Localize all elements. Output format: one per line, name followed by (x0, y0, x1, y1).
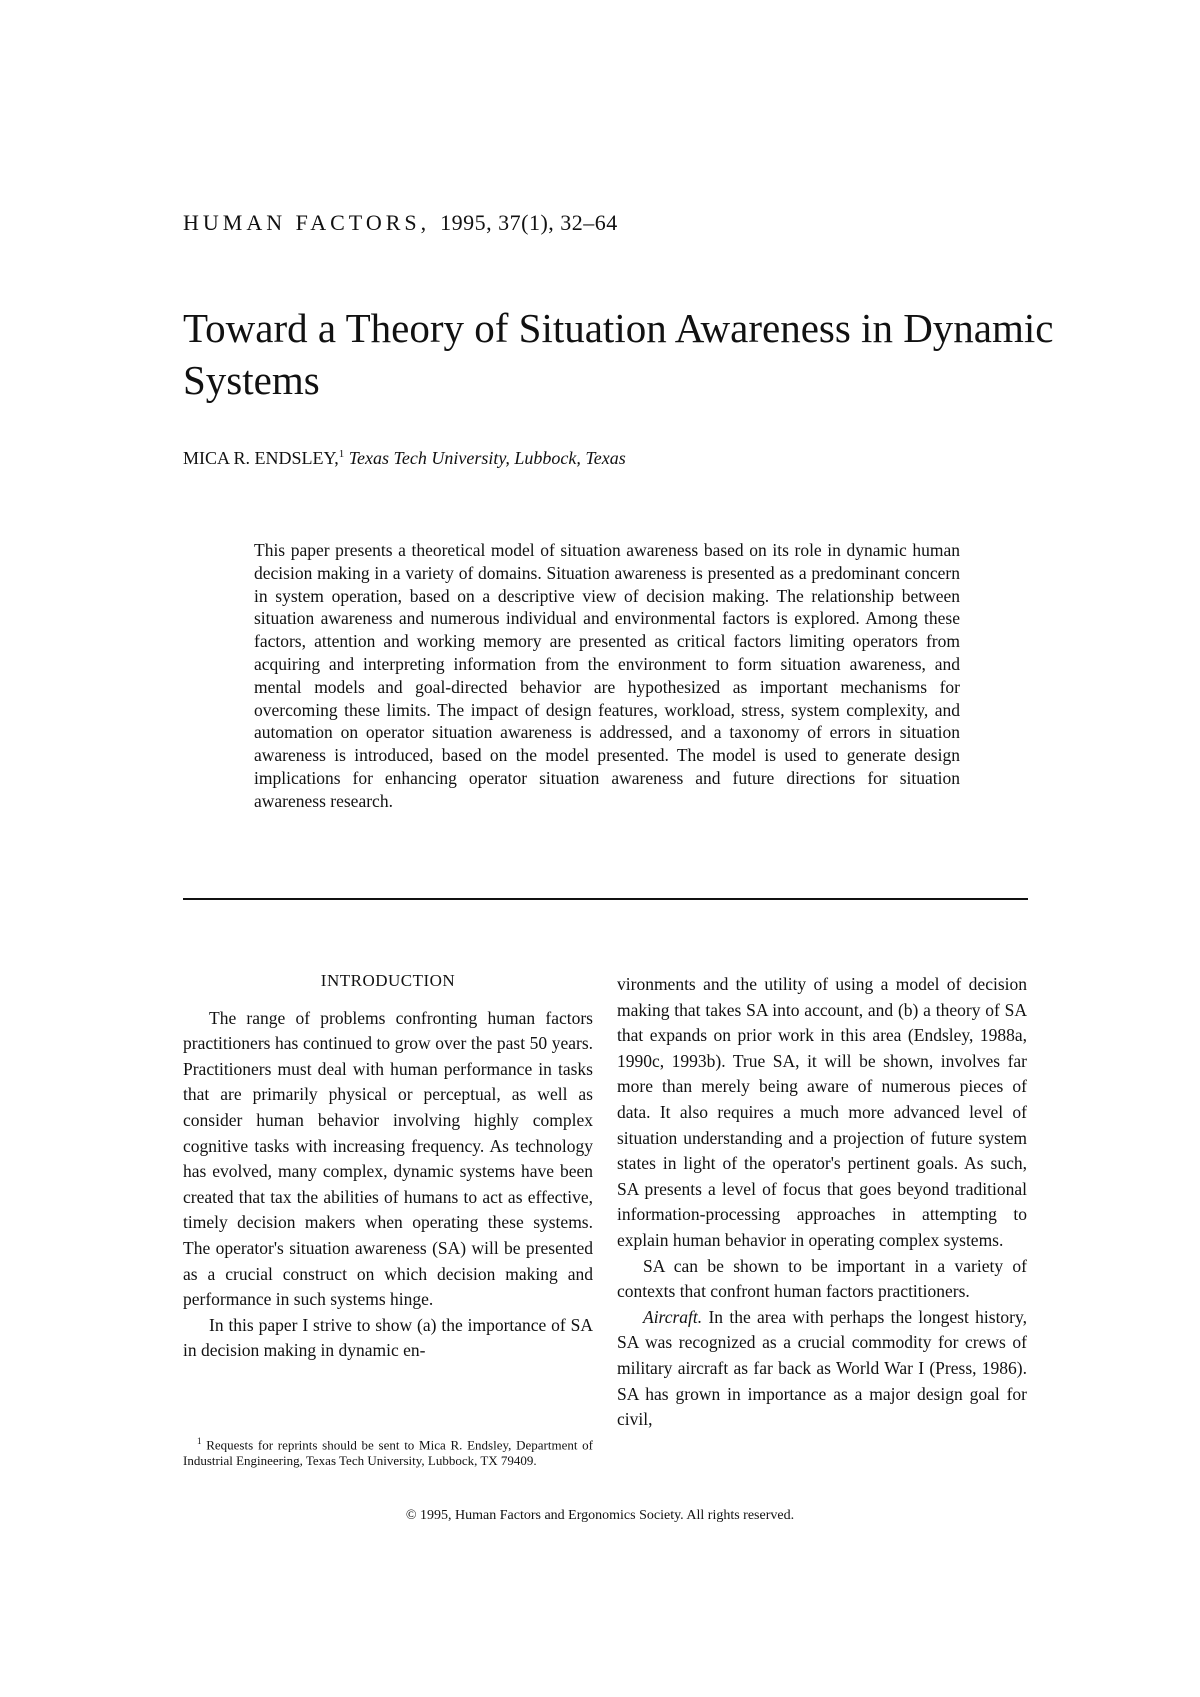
journal-name: HUMAN FACTORS, (183, 210, 431, 235)
author-line (183, 448, 626, 469)
footnote-mark: 1 (197, 1436, 202, 1446)
section-heading-introduction: INTRODUCTION (320, 971, 456, 990)
volume-issue-pages: 1995, 37(1), 32–64 (440, 210, 618, 235)
intro-paragraph-2: In this paper I strive to show (a) the importance of SA in decision making in dynamic en- (183, 1314, 593, 1361)
intro-paragraph-3: SA can be shown to be important in a variety of contexts that confront human factors practitioners. (617, 1255, 1027, 1302)
author-affiliation: Texas Tech University, Lubbock, Texas (348, 448, 626, 468)
footnote-text: Requests for reprints should be sent to Mica R. Endsley, Department of Industrial Engineering, Texas Tech University, Lubbock, TX 79409. (183, 1437, 593, 1468)
author-name: MICA R. ENDSLEY, (183, 448, 339, 468)
left-column (183, 968, 593, 1364)
author-footnote-mark: 1 (338, 448, 345, 460)
aircraft-paragraph-text: In the area with perhaps the longest history, SA was recognized as a crucial commodity for crews of military aircraft as far back as World War I (Press, 1986). SA has grown in importance as a major design goal for civil, (617, 1306, 1028, 1430)
intro-paragraph-continued: vironments and the utility of using a model of decision making that takes SA into account, and (b) a theory of SA that expands on prior work in this area (Endsley, 1988a, 1990c, 1993b). True SA, it will be shown, involves far more than merely being aware of numerous pieces of data. It also requires a much more advanced level of situation understanding and a projection of future system states in light of the operator's pertinent goals. As such, SA presents a level of focus that goes beyond traditional information-processing approaches in attempting to explain human behavior in operating complex systems. (617, 974, 1027, 1250)
journal-citation (183, 210, 618, 236)
right-column (617, 972, 1027, 1433)
intro-paragraph-1: The range of problems confronting human factors practitioners has continued to grow over the past 50 years. Practitioners must deal with human performance in tasks that are primarily physical or perceptual, as well as consider human behavior involving highly complex cognitive tasks with increasing frequency. As technology has evolved, many complex, dynamic systems have been created that tax the abilities of humans to act as effective, timely decision makers when operating these systems. The operator's situation awareness (SA) will be presented as a crucial construct on which decision making and performance in such systems hinge. (183, 1007, 593, 1310)
abstract: This paper presents a theoretical model of situation awareness based on its role in dynamic human decision making in a variety of domains. Situation awareness is presented as a predominant concern in system operation, based on a descriptive view of decision making. The relationship between situation awareness and numerous individual and environmental factors is explored. Among these factors, attention and working memory are presented as critical factors limiting operators from acquiring and interpreting information from the environment to form situation awareness, and mental models and goal-directed behavior are hypothesized as important mechanisms for overcoming these limits. The impact of design features, workload, stress, system complexity, and automation on operator situation awareness is addressed, and a taxonomy of errors in situation awareness is introduced, based on the model presented. The model is used to generate design implications for enhancing operator situation awareness and future directions for situation awareness research. (254, 540, 960, 811)
section-divider (183, 898, 1028, 900)
aircraft-paragraph (617, 1305, 1027, 1433)
footnote (183, 1434, 593, 1468)
aircraft-run-in-heading: Aircraft. (643, 1306, 703, 1327)
paper-title: Toward a Theory of Situation Awareness in Dynamic Systems (183, 305, 1054, 403)
copyright-notice: © 1995, Human Factors and Ergonomics Society. All rights reserved. (405, 1508, 795, 1523)
